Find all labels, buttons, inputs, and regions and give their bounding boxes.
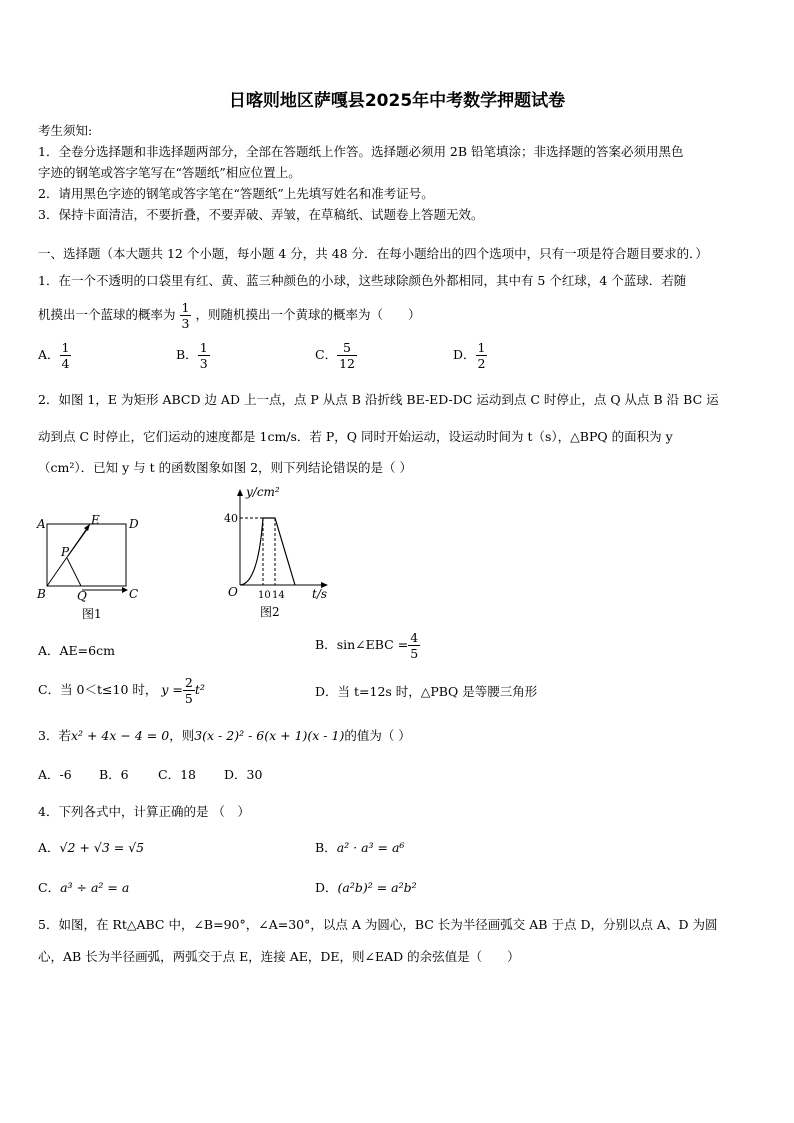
q2-line1: 2．如图 1，E 为矩形 ABCD 边 AD 上一点，点 P 从点 B 沿折线 BE-ED-DC 运动到点 C 时停止，点 Q 从点 B 沿 BC 运 [38,392,719,407]
q2-b-label: B． [315,637,337,652]
q2-c-t: t² [194,682,205,697]
q4-a-label: A． [38,840,60,855]
notice-item-1: 1．全卷分选择题和非选择题两部分，全部在答题纸上作答。选择题必须用 2B 铅笔填涂；非选择题的答案必须用黑色 [38,144,684,159]
q1-fraction [180,300,192,331]
q2-line2: 动到点 C 时停止，它们运动的速度都是 1cm/s．若 P，Q 同时开始运动，设运动时间为 t（s），△BPQ 的面积为 y [38,429,673,444]
label-a: A [37,517,46,531]
label-e: E [91,513,100,527]
notice-item-3: 3．保持卡面清洁，不要折叠，不要弄破、弄皱，在草稿纸、试题卷上答题无效。 [38,207,484,222]
q1-option-b [176,340,210,371]
q2-b-expr: sin∠EBC = [336,637,409,652]
q4-stem: 4．下列各式中，计算正确的是 （ ） [38,804,250,819]
notice-item-1-cont: 字迹的钢笔或答字笔写在“答题纸”相应位置上。 [38,165,301,180]
y-axis-arrow [237,489,243,496]
q3-pre: 3．若 [38,728,71,743]
q4-option-c [38,878,129,896]
q3-stem [38,726,411,744]
q5-line1: 5．如图，在 Rt△ABC 中，∠B=90°，∠A=30°，以点 A 为圆心，BC 长为半径画弧交 AB 于点 D，分别以点 A、D 为圆 [38,917,718,932]
q1-option-c [315,340,357,371]
page-title: 日喀则地区萨嘎县2025年中考数学押题试卷 [228,91,566,111]
q1-line1: 1．在一个不透明的口袋里有红、黄、蓝三种颜色的小球，这些球除颜色外都相同，其中有 5 个红球，4 个蓝球．若随 [38,273,687,288]
label-d: D [129,517,139,531]
q3-mid: ，则 [169,728,195,743]
label-c: C [129,587,139,601]
q2-option-a: A．AE=6cm [38,643,115,658]
q1-option-d [453,340,487,371]
q1-option-a [38,340,71,371]
arrow-p-head [84,524,90,531]
q2-line3: （cm²）．已知 y 与 t 的函数图象如图 2，则下列结论错误的是（ ） [38,460,412,475]
q2-c-y: y = [161,682,183,697]
label-ylabel: y/cm² [246,485,280,499]
label-14: 14 [272,590,285,601]
q4-option-d [315,878,417,896]
figure-1-caption: 图1 [82,607,102,621]
q4-d-label: D． [315,880,338,895]
q2-option-d: D．当 t=12s 时，△PBQ 是等腰三角形 [315,684,538,699]
notice-item-2: 2．请用黑色字迹的钢笔或答字笔在“答题纸”上先填写姓名和准考证号。 [38,186,434,201]
q3-post: 的值为（ ） [344,728,411,743]
q3-option-d: D．30 [224,767,263,782]
q4-c-label: C． [38,880,61,895]
q1-a-label: A． [38,347,60,362]
q4-option-b [315,838,404,856]
q2-option-b [315,630,420,661]
q4-c-expr: a³ ÷ a² = a [60,880,130,895]
q3-equation: x² + 4x − 4 = 0 [70,728,170,743]
label-q: Q [77,589,87,603]
q1-line2b: ，则随机摸出一个黄球的概率为（ ） [195,307,421,322]
section-heading: 一、选择题（本大题共 12 个小题，每小题 4 分，共 48 分．在每小题给出的四个选项中，只有一项是符合题目要求的．） [38,246,708,261]
q2-c-den: 5 [184,691,193,706]
label-p: P [61,545,70,559]
q3-option-b: B．6 [99,767,129,782]
q2-c-text: C．当 0＜t≤10 时， [38,682,158,697]
arrow-q-head [122,587,128,593]
q1-a-den: 4 [61,356,70,371]
label-40: 40 [224,512,238,525]
q1-line2a: 机摸出一个蓝球的概率为 [38,307,176,322]
notice-heading: 考生须知: [38,123,93,138]
q2-b-den: 5 [410,646,419,661]
segment-pq [67,558,81,586]
rect-abcd [47,524,126,586]
q2-b-num: 4 [410,630,419,645]
q1-b-label: B． [176,347,198,362]
q1-c-den: 12 [339,356,355,371]
q3-expression: 3(x - 2)² - 6(x + 1)(x - 1) [194,728,345,743]
figure-2-graph [222,484,342,626]
q4-b-expr: a² · a³ = a⁶ [336,840,405,855]
q1-frac-num: 1 [181,300,190,315]
figure-1-rectangle [34,508,149,626]
label-origin: O [228,585,238,599]
q1-a-num: 1 [61,340,70,355]
q1-b-den: 3 [199,356,208,371]
q5-line2: 心，AB 长为半径画弧，两弧交于点 E，连接 AE，DE，则∠EAD 的余弦值是（ ） [38,949,520,964]
q1-b-num: 1 [199,340,208,355]
figure-2-caption: 图2 [260,605,280,619]
q1-c-label: C． [315,347,338,362]
label-b: B [37,587,46,601]
q1-c-num: 5 [337,340,357,356]
label-xlabel: t/s [312,587,328,601]
q4-d-expr: (a²b)² = a²b² [337,880,417,895]
q4-a-expr: √2 + √3 = √5 [59,840,145,855]
q3-option-a: A．-6 [38,767,72,782]
q2-option-c [38,675,205,706]
q1-d-num: 1 [477,340,486,355]
q1-frac-den: 3 [181,316,190,331]
q3-option-c: C．18 [158,767,196,782]
function-curve [240,518,295,585]
label-10: 10 [258,590,271,601]
q2-c-num: 2 [184,675,193,690]
q1-d-den: 2 [477,356,486,371]
q1-d-label: D． [453,347,476,362]
q4-option-a [38,838,144,856]
arrow-p [68,528,88,556]
q1-line2 [38,300,420,331]
q4-b-label: B． [315,840,337,855]
